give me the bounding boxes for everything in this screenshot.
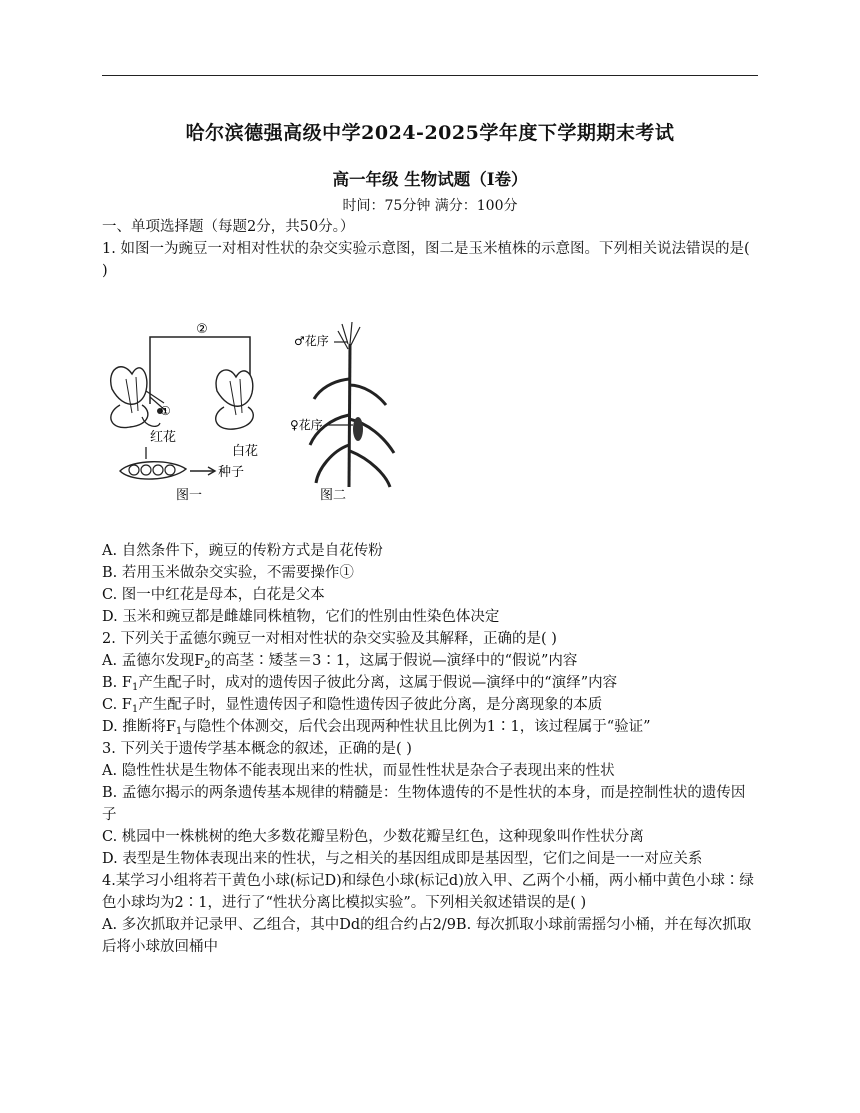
red-flower-illustration: [111, 367, 166, 428]
question-stem: 2. 下列关于孟德尔豌豆一对相对性状的杂交实验及其解释，正确的是( ): [102, 631, 557, 647]
option-a: A. 隐性性状是生物体不能表现出来的性状，而显性性状是杂合子表现出来的性状: [102, 763, 615, 779]
pea-corn-diagram: [102, 319, 432, 509]
question-2: [102, 628, 758, 738]
question-stem: 3. 下列关于遗传学基本概念的叙述，正确的是( ): [102, 741, 412, 757]
option-c: C. 图一中红花是母本，白花是父本: [102, 587, 325, 603]
exam-info: 时间：75分钟 满分：100分: [342, 198, 518, 214]
red-flower-label: 红花: [150, 430, 177, 445]
label-2: ②: [196, 322, 208, 337]
option-d: D. 表型是生物体表现出来的性状，与之相关的基因组成即是基因型，它们之间是一一对应关系: [102, 851, 703, 867]
exam-content: [102, 216, 758, 958]
option-b: B. $F_1$产生配子时，成对的遗传因子彼此分离，这属于假说—演绎中的“演绎”内容: [102, 675, 618, 693]
section-heading: 一、单项选择题（每题2分，共50分。）: [102, 219, 355, 235]
option-c: C. $F_1$产生配子时，显性遗传因子和隐性遗传因子彼此分离，是分离现象的本质: [102, 697, 603, 715]
question-1: [102, 238, 758, 628]
exam-title: 哈尔滨德强高级中学2024-2025学年度下学期期末考试: [185, 122, 675, 144]
question-1-figure: [102, 282, 758, 540]
option-d: D. 推断将$F_1$与隐性个体测交，后代会出现两种性状且比例为1∶1，该过程属于“验证”: [102, 719, 651, 737]
label-1: ①: [160, 404, 171, 418]
question-4: [102, 870, 758, 958]
question-stem: 4.某学习小组将若干黄色小球(标记D)和绿色小球(标记d)放入甲、乙两个小桶，两小桶中黄色小球∶绿色小球均为2∶1，进行了“性状分离比模拟实验”。下列相关叙述错误的是( ): [102, 873, 754, 911]
figure-1-caption: 图一: [176, 488, 203, 503]
white-flower-label: 白花: [232, 444, 259, 459]
option-b: B. 若用玉米做杂交实验，不需要操作①: [102, 565, 354, 581]
seed-label: 种子: [218, 465, 245, 480]
pea-pod-illustration: [120, 447, 215, 479]
header-rule: [102, 75, 758, 76]
figure-2-caption: 图二: [320, 488, 347, 503]
exam-subtitle: 高一年级 生物试题（I卷）: [332, 170, 528, 189]
question-stem: 1. 如图一为豌豆一对相对性状的杂交实验示意图，图二是玉米植株的示意图。下列相关说法错误的是( ): [102, 241, 750, 279]
white-flower-illustration: [216, 370, 254, 429]
female-inflorescence-label: ♀花序: [290, 418, 323, 432]
option-c: C. 桃园中一株桃树的绝大多数花瓣呈粉色，少数花瓣呈红色，这种现象叫作性状分离: [102, 829, 644, 845]
option-d: D. 玉米和豌豆都是雌雄同株植物，它们的性别由性染色体决定: [102, 609, 500, 625]
question-3: [102, 738, 758, 870]
option-a: A. 孟德尔发现$F_2$的高茎∶矮茎＝3∶1，这属于假说—演绎中的“假说”内容: [102, 653, 578, 671]
option-a: A. 自然条件下，豌豆的传粉方式是自花传粉: [102, 543, 383, 559]
male-inflorescence-label: ♂花序: [294, 334, 329, 348]
option-a-b: A. 多次抓取并记录甲、乙组合，其中Dd的组合约占2/9B. 每次抓取小球前需摇匀小桶，并在每次抓取后将小球放回桶中: [102, 917, 752, 955]
option-b: B. 孟德尔揭示的两条遗传基本规律的精髓是：生物体遗传的不是性状的本身，而是控制性状的遗传因子: [102, 785, 746, 823]
